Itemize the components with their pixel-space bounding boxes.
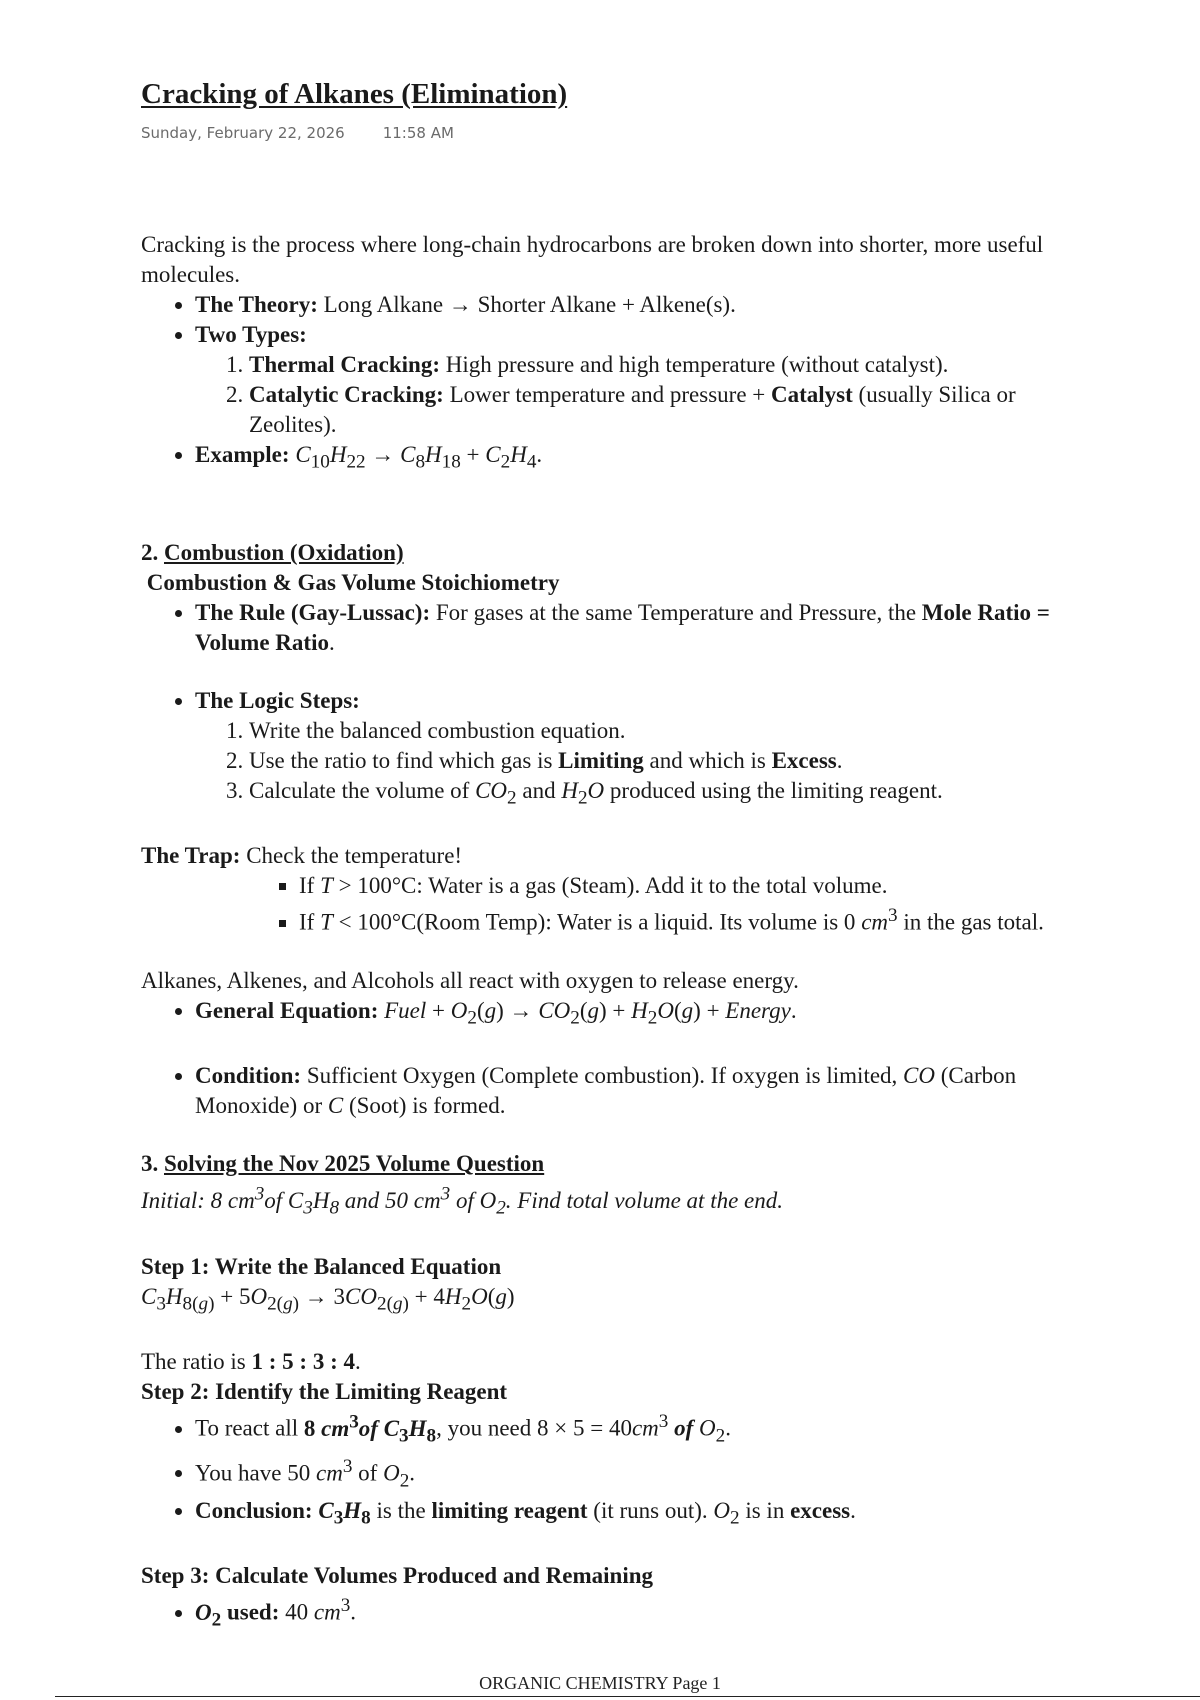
list-item: • You have 50 $cm^3$ of $O_2$. xyxy=(195,1452,1081,1496)
list-item: • Conclusion: $C_3H_8$ is the limiting reagent (it runs out). $O_2$ is in excess. xyxy=(195,1496,1081,1534)
list-item: • To react all 8 $cm^3of$ $C_3H_8$, you need $8 \times 5 = 40cm^3$ of $O_2$. xyxy=(195,1407,1081,1451)
step-3-heading: Step 3: Calculate Volumes Produced and Remaining xyxy=(141,1563,654,1589)
list-item: 2. Catalytic Cracking: Lower temperature and pressure + Catalyst (usually Silica or Zeolites). xyxy=(249,380,1081,440)
step-2-list xyxy=(141,1407,1081,1533)
combustion-intro: Alkanes, Alkenes, and Alcohols all react with oxygen to release energy. xyxy=(141,967,799,993)
list-item: • Condition: Sufficient Oxygen (Complete combustion). If oxygen is limited, CO (Carbon Monoxide) or C (Soot) is formed. xyxy=(195,1061,1081,1121)
trap-list xyxy=(141,871,1081,938)
list-item: • The Rule (Gay-Lussac): For gases at the same Temperature and Pressure, the Mole Ratio = Volume Ratio. xyxy=(195,598,1081,658)
list-item: • Example: $C_{10}H_{22} \to C_8H_{18} + C_2H_4$. xyxy=(195,440,1081,478)
logic-list xyxy=(141,686,1081,716)
section-2-heading: 2. Combustion (Oxidation) xyxy=(141,539,404,565)
list-item: 2. Use the ratio to find which gas is Limiting and which is Excess. xyxy=(249,746,1081,776)
page-footer: ORGANIC CHEMISTRY Page 1 xyxy=(479,1673,721,1693)
condition-list xyxy=(141,1061,1081,1121)
list-item: 1. Thermal Cracking: High pressure and high temperature (without catalyst). xyxy=(249,350,1081,380)
logic-steps-list xyxy=(141,716,1081,814)
balanced-equation: $C_3H_{8(g)} + 5O_{2(g)} \to 3CO_{2(g)} + 4H_2O(g)$ xyxy=(141,1283,515,1315)
page-date: Sunday, February 22, 2026 xyxy=(141,124,345,142)
list-item: ▪ If T < 100°C(Room Temp): Water is a liquid. Its volume is 0 $cm^3$ in the gas total. xyxy=(299,901,1081,938)
step-2-heading: Step 2: Identify the Limiting Reagent xyxy=(141,1379,508,1405)
page-time: 11:58 AM xyxy=(382,124,454,142)
list-item: • Two Types: xyxy=(195,320,1081,350)
footer-rule xyxy=(55,1696,1200,1697)
list-item: ▪ If T > 100°C: Water is a gas (Steam). Add it to the total volume. xyxy=(299,871,1081,901)
step-1-heading: Step 1: Write the Balanced Equation xyxy=(141,1253,502,1279)
cracking-list xyxy=(141,290,1081,350)
page-meta xyxy=(141,124,454,142)
list-item: 1. Write the balanced combustion equation. xyxy=(249,716,1081,746)
note-body xyxy=(141,230,1081,1636)
step-3-list xyxy=(141,1591,1081,1635)
rule-list xyxy=(141,598,1081,658)
list-item: • General Equation: Fuel + $O_2(g) \to CO_2(g) + H_2O(g)$ + Energy. xyxy=(195,996,1081,1034)
list-item: • $O_2$ used: 40 $cm^3$. xyxy=(195,1591,1081,1635)
section-3-heading: 3. Solving the Nov 2025 Volume Question xyxy=(141,1151,545,1177)
example-list xyxy=(141,440,1081,478)
intro-paragraph: Cracking is the process where long-chain hydrocarbons are broken down into shorter, more useful molecules. xyxy=(141,232,1044,287)
list-item: • The Theory: Long Alkane → Shorter Alkane + Alkene(s). xyxy=(195,290,1081,320)
general-list xyxy=(141,996,1081,1034)
trap-note: The Trap: Check the temperature! xyxy=(141,843,463,869)
cracking-types-list xyxy=(141,350,1081,440)
initial-conditions: Initial: 8 $cm^3of$ $C_3H_8$ and 50 $cm^3$ of $O_2$. Find total volume at the end. xyxy=(141,1183,784,1219)
list-item: • The Logic Steps: xyxy=(195,686,1081,716)
ratio-line: The ratio is 1 : 5 : 3 : 4. xyxy=(141,1349,361,1375)
section-2-subheading: Combustion & Gas Volume Stoichiometry xyxy=(146,569,560,595)
page-title: Cracking of Alkanes (Elimination) xyxy=(141,78,568,110)
list-item: 3. Calculate the volume of $CO_2$ and $H_2O$ produced using the limiting reagent. xyxy=(249,776,1081,814)
